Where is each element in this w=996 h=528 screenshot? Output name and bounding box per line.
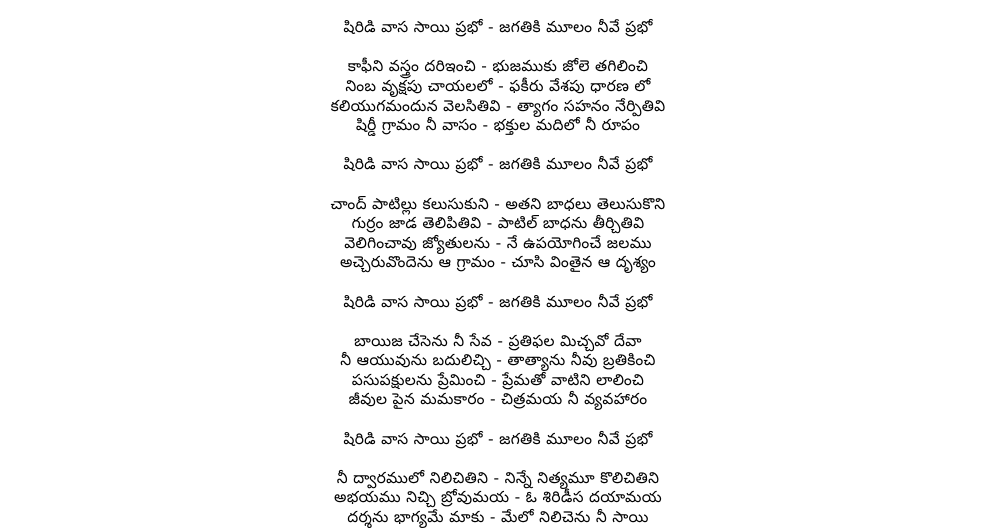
lyric-line: నీ ఆయువును బదులిచ్చి - తాత్యాను నీవు బ్రతికించి xyxy=(340,351,656,370)
lyric-line: నీ ద్వారములో నిలిచితిని - నిన్నే నిత్యమూ కొలిచితిని xyxy=(336,468,660,487)
lyric-line: నింబ వృక్షపు చాయలలో - ఫకీరు వేశపు ధారణ లో xyxy=(345,76,651,95)
lyric-line: బాయిజ చేసెను నీ సేవ - ప్రతిఫల మిచ్చవో దేవా xyxy=(354,331,642,350)
chorus-line: షిరిడి వాస సాయి ప్రభో - జగతికి మూలం నీవే ప్రభో xyxy=(343,429,653,448)
lyric-line: గుర్రం జాడ తెలిపితివి - పాటిల్ బాధను తీర్చితివి xyxy=(351,214,645,233)
chorus-line: షిరిడి వాస సాయి ప్రభో - జగతికి మూలం నీవే ప్రభో xyxy=(343,155,653,174)
stanza-gap xyxy=(0,410,996,430)
lyric-line: షిర్డీ గ్రామం నీ వాసం - భక్తుల మదిలో నీ రూపం xyxy=(355,116,641,135)
stanza-gap xyxy=(0,0,996,18)
lyric-line: వెలిగించావు జ్యోతులను - నే ఉపయోగించే జలము xyxy=(344,233,652,252)
stanza-gap xyxy=(0,273,996,293)
stanza-gap xyxy=(0,312,996,332)
lyric-line: దర్శను భాగ్యమే మాకు - మేలో నిలిచెను నీ సాయి xyxy=(347,508,649,527)
lyric-line: కలియుగమందున వెలసితివి - త్యాగం సహనం నేర్పితివి xyxy=(330,96,666,115)
lyric-line: కాఫీని వస్త్రం దరిఇంచి - భుజముకు జోలె తగిలించి xyxy=(347,57,649,76)
stanza-gap xyxy=(0,136,996,156)
stanza-gap xyxy=(0,38,996,58)
lyric-line: జీవుల పైన మమకారం - చిత్రమయ నీ వ్యవహారం xyxy=(348,390,648,409)
lyric-line: పసుపక్షులను ప్రేమించి - ప్రేమతో వాటిని లాలించి xyxy=(351,370,645,389)
lyric-line: అచ్చెరువొందెను ఆ గ్రామం - చూసి వింతైన ఆ దృశ్యం xyxy=(339,253,657,272)
stanza-gap xyxy=(0,175,996,195)
lyric-line: చాంద్ పాటిల్లు కలుసుకుని - అతని బాధలు తెలుసుకొని xyxy=(330,194,666,213)
chorus-line: షిరిడి వాస సాయి ప్రభో - జగతికి మూలం నీవే ప్రభో xyxy=(343,18,653,37)
stanza-gap xyxy=(0,449,996,469)
chorus-line: షిరిడి వాస సాయి ప్రభో - జగతికి మూలం నీవే ప్రభో xyxy=(343,292,653,311)
lyric-line: అభయము నిచ్చి బ్రోవుమయ - ఓ శిరిడీస దయామయ xyxy=(334,488,662,507)
